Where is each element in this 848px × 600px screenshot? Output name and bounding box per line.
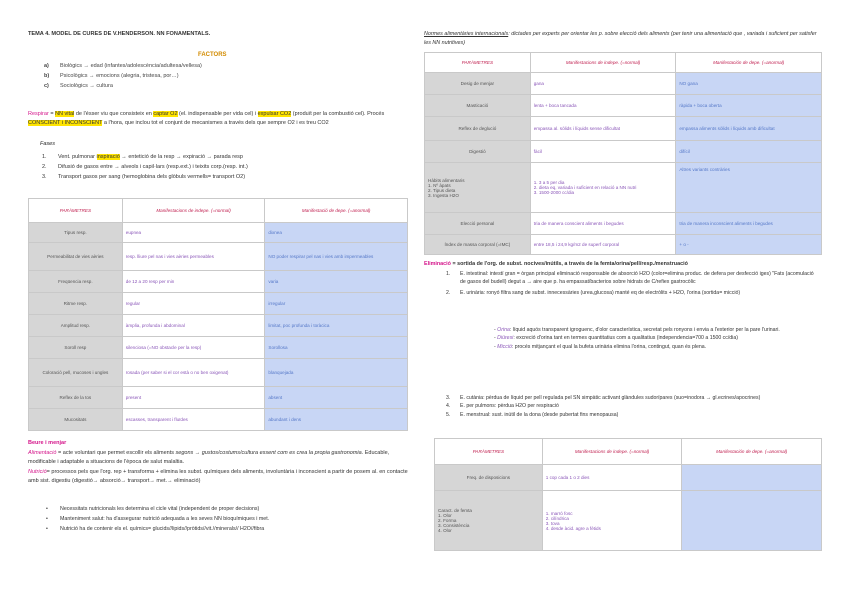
- table-row: Elecció personal tria de manera conscient aliments i begudes tria de manera inconscient aliments i begudes: [425, 213, 822, 235]
- table-row: Ritme resp. regular irregular: [29, 293, 408, 315]
- beure-heading: Beure i menjar: [28, 440, 67, 446]
- column-header: Manifestacions de indepe. (=normal): [542, 439, 682, 465]
- fases-label: Fases: [40, 141, 55, 147]
- elimination-list-2: [446, 394, 820, 419]
- list-item: 5. E. menstrual: sust. inútil de la dona (desde pubertat fins menopausa): [446, 411, 619, 418]
- column-header: Manifestacions de indepe. (=normal): [122, 199, 265, 223]
- table-row: Digestió fàcil difícil: [425, 141, 822, 163]
- factors-list: [44, 61, 202, 91]
- table-row: Freqüencia resp. de 12 a 20 resp per min varia: [29, 271, 408, 293]
- column-header: Manifestació de depe. (=anormal): [265, 199, 408, 223]
- list-item: 4. E. per pulmons: pèrdua H2O per respiració: [446, 403, 559, 410]
- table-row: Masticació lenta + boca tancada ràpida + boca oberta: [425, 95, 822, 117]
- menjar-table: [424, 52, 822, 255]
- table-header-row: [29, 199, 408, 223]
- column-header: PARÀMETRES: [29, 199, 123, 223]
- column-header: Manifestación de depe. (=anormal): [682, 439, 822, 465]
- eliminacio-table: [434, 438, 822, 551]
- eliminacio-heading: Eliminació = sortida de l'org. de subst. nocives/inútils, a través de la femta/orina/pell/resp./menstruació: [424, 261, 688, 267]
- respirar-paragraph: Respirar = NN vital de l'ésser viu que consisteix en captar O2 (el. indispensable per vida cel) i expulsar CO2 (produït per la combustió cel). Procés CONSCIENT i INCONSCIENT a l'hora, que inclou tot el conjunt de mecanismes a través dels que sempre O2 i es treu CO2: [28, 111, 385, 127]
- fases-list: [42, 152, 248, 183]
- table-row: Freq. de disposicions 1 cop cada 1 o 2 dies: [435, 465, 822, 491]
- list-item: a) Biològics → edad (infantes/adolescència/adultesa/vellesa): [44, 63, 202, 69]
- normes-note: Normes alimentàries internacionals: dictades per experts per orientar les p. sobre elecció dels aliments (per tenir una alimentació que , variada i suficient per satisfer les NN nutritives): [424, 31, 817, 46]
- factors-heading: FACTORS: [198, 52, 227, 58]
- table-row: Desig de menjar gana NO gana: [425, 73, 822, 95]
- column-header: Manifestacions de indepe. (=normal): [530, 53, 676, 73]
- table-row: Hàbits alimentaris 1. Nº àpats 2. Tipus dieta 3. Ingesta H2O 1. 3 a 5 per dia 2. dieta eq, variada i suficient en relació a NN nutri 3. 1500-2000 cc/dia Altres variants contràries: [425, 163, 822, 213]
- list-item: • Necessitats nutricionals les determina el cicle vital (independent de proper decisions): [46, 506, 260, 512]
- table-header-row: [435, 439, 822, 465]
- table-row: Permeabilitat de vies aèries resp. lliure pel nas i vies aèries permeables NO poder respirar pel nas i vies amb impermeables: [29, 243, 408, 271]
- table-row: Reflex de deglució empassa al. sòlids i líquids sense dificultat empassa aliments sòlids i líquids amb dificultat: [425, 117, 822, 141]
- table-row: Tipus resp. eupnea dixnea: [29, 223, 408, 243]
- column-header: PARÀMETRES: [425, 53, 531, 73]
- list-item: - Diüresi: excreció d'orina tant en termes quantitatius com a qualitatius (independencia=700 a 1500 cc/dia): [494, 335, 738, 342]
- nutrition-bullets: [46, 504, 406, 534]
- table-row: Soroll resp silenciosa (=NO obstacle per la resp) Sorollosa: [29, 337, 408, 359]
- table-row: Coloració pell, mucoses i ungles rosada (per saber si el cor està o no ben oxigenat) blanquejada: [29, 359, 408, 387]
- list-item: c) Sociològics → cultura: [44, 83, 113, 89]
- table-header-row: [425, 53, 822, 73]
- table-row: Caract. de femta 1. Olor 2. Forma 3. Consistència 4. Olor 1. marró fosc 2. cilíndrica 3. tova 4. desde àcid. agre a fètids: [435, 491, 822, 551]
- table-row: Mucositats escasses, transparent i fluïdes abundant i dens: [29, 409, 408, 431]
- alimentacio-paragraph: Alimentació = acte voluntari que permet escollir els aliments segons → gustos/costums/cultura essent com es crea la propia gastronomia. Educable, modificable i adaptable a situacions de l'època de salut malaltia.: [28, 450, 390, 466]
- list-item: 3. E. cutània: pèrdua de líquid per pell regulada pel SN simpàtic activant glàndules sudorípares (suo=inodora → gl.ecrines/apocrines): [446, 395, 761, 401]
- list-item: 1. Vent. pulmonar inspiració → entetició de la resp → expiració → parada resp: [42, 154, 243, 160]
- list-item: 2. Difusió de gasos entre → alveols i capil·lars (resp.ext.) i teixits corp.(resp. int.): [42, 164, 248, 171]
- nutricio-paragraph: Nutrició= processos pels que l'org. rep + transforma + elimina les subst. químiques dels aliments, involuntària i inconscient a partir de posem al. en contacte amb sist. digestiu (digestió→ absorció→ transport→ met.→ eliminació): [28, 469, 408, 485]
- column-header: Manifestación de depe. (=anormal): [676, 53, 822, 73]
- list-item: - Micció: procés mitjançant el qual la bufeta urinària elimina l'orina, contingut, quan és plena.: [494, 343, 707, 350]
- list-item: 3. Transport gasos per sang (hemoglobina dels glòbuls vermells= transport O2): [42, 174, 246, 181]
- list-item: - Orina: líquid aquós transparent igroguenc, d'olor característica, secretat pels ronyons i envia a l'exterior per la pare l'urinari.: [494, 327, 780, 333]
- elimination-list-1: [446, 270, 820, 297]
- table-row: Índex de massa corporal (=IMC) entre 18,5 i 24,9 kg/m2 de superf corporal + o -: [425, 235, 822, 255]
- urinary-subitems: [494, 326, 820, 351]
- column-header: PARÀMETRES: [435, 439, 543, 465]
- list-item: • Nutrició ha de contenir els el. químics= glucids//lipids//pròtids//vit.//minerals// H2O//fibra: [46, 526, 265, 532]
- table-row: Reflex de la tos present absent: [29, 387, 408, 409]
- list-item: 2. E. urinària: ronyó filtra sang de subst. innecessàries (urea,glucosa) manté eq de electròlits + H2O, l'orina (sortida= micció): [446, 289, 741, 296]
- page-title: TEMA 4. MODEL DE CURES DE V.HENDERSON. NN FONAMENTALS.: [28, 31, 211, 37]
- list-item: • Manteniment salut: ha d'assegurar nutrició adequada a les seves NN bioquímiques i met.: [46, 516, 270, 522]
- table-row: Amplitud resp. àmplia, profunda i abdominal limitat, poc profunda i toràcica: [29, 315, 408, 337]
- list-item: b) Psicològics → emocions (alegria, tristesa, por…): [44, 73, 179, 79]
- respiration-table: [28, 198, 408, 431]
- list-item: 1. E. intestinal: intestí gran = òrgan principal eliminació responsable de absorció H2O (color=elimina produc. de defera per desfecció iges) "Fats (acomulació de gasos del budell) degut a → aire que p. ha empassat/bacterios sobre hidrats de C/refiex gastrocòlic: [446, 271, 814, 286]
